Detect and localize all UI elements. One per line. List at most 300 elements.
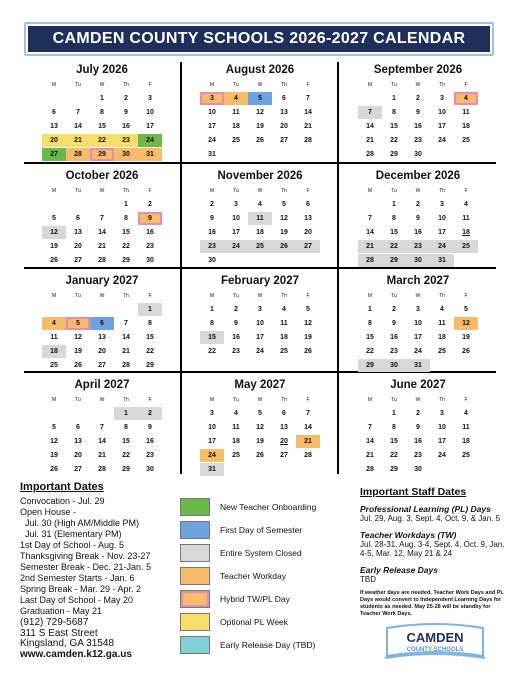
day-cell: 22 [390,137,398,144]
week-row [182,421,338,435]
weekday-label: F [306,293,310,299]
day-cell: 18 [232,123,240,130]
day-cell: 20 [280,438,288,445]
day-cell: 18 [232,438,240,445]
phone: (912) 729-5687 [20,617,89,628]
day-cell: 21 [304,123,312,130]
day-cell: 30 [114,148,138,161]
month-may-2027 [182,373,338,477]
day-cell: 26 [304,348,312,355]
weekday-label: W [415,188,421,194]
legend [180,497,316,658]
week-row [182,303,338,317]
important-date-line: Jul. 31 (Elementary PM) [20,529,122,539]
day-cell: 21 [358,240,382,253]
day-cell: 4 [454,92,478,105]
weekday-label: M [51,188,57,194]
weekday-label: Tu [391,293,397,299]
day-cell: 23 [414,137,422,144]
week-row [24,134,180,148]
day-cell: 31 [138,148,162,161]
day-cell: 21 [296,435,320,448]
day-cell: 12 [42,226,66,239]
legend-label: Optional PL Week [220,617,289,627]
weekday-label: F [306,397,310,403]
day-cell: 22 [122,243,130,250]
important-date-line: Graduation - May 21 [20,606,103,616]
day-cell: 5 [52,424,56,431]
day-cell: 15 [200,331,224,344]
day-cell: 17 [438,229,446,236]
day-cell: 14 [304,109,312,116]
weekday-label: W [99,82,105,88]
day-cell: 21 [366,137,374,144]
week-row [24,407,180,421]
day-cell: 10 [256,320,264,327]
pl-text: Jul. 29, Aug. 3, Sept. 4, Oct. 9, & Jan. 5 [360,514,501,523]
day-cell: 5 [306,306,310,313]
day-cell: 5 [282,201,286,208]
weekday-label: Tu [391,82,397,88]
day-cell: 24 [200,449,224,462]
week-row [182,254,338,268]
day-cell: 13 [280,109,288,116]
day-cell: 24 [208,137,216,144]
day-cell: 23 [200,240,224,253]
week-row [340,435,496,449]
day-cell: 12 [304,320,312,327]
day-cell: 20 [74,452,82,459]
day-cell: 16 [208,229,216,236]
day-cell: 20 [304,229,312,236]
month-title: August 2026 [225,64,295,76]
week-row [340,254,496,268]
weekday-label: F [148,188,152,194]
weekday-label: W [257,293,263,299]
day-cell: 17 [232,229,240,236]
weekday-label: M [209,397,215,403]
day-cell: 27 [280,452,288,459]
day-cell: 16 [390,334,398,341]
day-cell: 23 [390,348,398,355]
day-cell: 28 [304,452,312,459]
day-cell: 7 [100,215,104,222]
weekday-label: Th [123,293,129,299]
day-cell: 12 [280,215,288,222]
weekday-label: W [99,293,105,299]
weekday-header [340,82,496,92]
day-cell: 2 [416,201,420,208]
week-row [340,134,496,148]
day-cell: 1 [392,201,396,208]
important-date-line: Open House - [20,507,77,517]
day-cell: 22 [366,348,374,355]
day-cell: 22 [122,452,130,459]
day-cell: 29 [122,466,130,473]
day-cell: 10 [232,215,240,222]
weekday-label: Tu [233,82,239,88]
day-cell: 25 [232,137,240,144]
day-cell: 29 [90,148,114,161]
day-cell: 25 [454,240,478,253]
day-cell: 8 [124,215,128,222]
day-cell: 12 [454,317,478,330]
day-cell: 5 [248,92,272,105]
day-cell: 4 [224,92,248,105]
day-cell: 26 [272,240,296,253]
day-cell: 31 [208,151,216,158]
day-cell: 17 [438,123,446,130]
month-title: December 2026 [375,170,461,182]
day-cell: 22 [390,452,398,459]
weekday-label: F [464,82,468,88]
legend-label: Early Release Day (TBD) [220,640,316,650]
day-cell: 25 [232,452,240,459]
day-cell: 1 [100,95,104,102]
week-row [340,331,496,345]
day-cell: 29 [382,254,406,267]
logo-line-1: CAMDEN [406,630,464,645]
day-cell: 14 [122,334,130,341]
day-cell: 25 [280,348,288,355]
day-cell: 10 [208,109,216,116]
weekday-label: Th [439,397,445,403]
day-cell: 27 [98,362,106,369]
day-cell: 6 [76,424,80,431]
day-cell: 11 [50,334,58,341]
day-cell: 10 [438,215,446,222]
week-row [24,449,180,463]
weekday-label: Tu [233,293,239,299]
day-cell: 19 [50,243,58,250]
day-cell: 8 [148,320,152,327]
day-cell: 18 [462,123,470,130]
day-cell: 2 [148,201,152,208]
weekday-header [340,293,496,303]
day-cell: 3 [234,201,238,208]
important-date-line: Thanksgiving Break - Nov. 23-27 [20,551,151,561]
important-date-line: Last Day of School - May 20 [20,595,134,605]
day-cell: 8 [392,215,396,222]
weekday-label: Th [281,397,287,403]
day-cell: 26 [74,362,82,369]
day-cell: 9 [148,424,152,431]
day-cell: 23 [406,240,430,253]
week-row [24,359,180,373]
day-cell: 12 [256,109,264,116]
month-april-2027 [24,373,180,477]
day-cell: 7 [358,106,382,119]
weather-note: If weather days are needed, Teacher Work Days and PL Days would convert to Independent Learning Days for students as needed. May 25-28 will be standby for Teacher Work Days. [360,590,504,617]
day-cell: 25 [50,362,58,369]
weekday-label: Th [439,293,445,299]
day-cell: 13 [304,215,312,222]
day-cell: 27 [74,257,82,264]
day-cell: 10 [414,320,422,327]
week-row [182,407,338,421]
day-cell: 15 [122,438,130,445]
week-row [340,148,496,162]
week-row [340,421,496,435]
day-cell: 10 [208,424,216,431]
day-cell: 13 [74,229,82,236]
important-date-line: Spring Break - Mar. 29 - Apr. 2 [20,584,142,594]
week-row [182,449,338,463]
day-cell: 28 [304,137,312,144]
month-title: September 2026 [373,64,463,76]
month-title: April 2027 [74,379,130,391]
day-cell: 1 [368,306,372,313]
address-line-2: Kingsland, GA 31548 [20,638,114,650]
week-row [24,435,180,449]
week-row [340,240,496,254]
day-cell: 16 [122,123,130,130]
day-cell: 29 [122,257,130,264]
weekday-label: F [464,188,468,194]
day-cell: 14 [74,123,82,130]
day-cell: 15 [98,123,106,130]
weekday-label: Th [281,82,287,88]
day-cell: 2 [210,201,214,208]
weekday-label: M [209,293,215,299]
day-cell: 16 [146,438,154,445]
day-cell: 9 [416,424,420,431]
day-cell: 31 [200,463,224,476]
legend-swatch [180,590,210,608]
day-cell: 12 [50,438,58,445]
day-cell: 15 [366,334,374,341]
day-cell: 4 [234,410,238,417]
weekday-label: W [257,82,263,88]
day-cell: 15 [390,438,398,445]
weekday-label: Tu [233,188,239,194]
weekday-header [182,188,338,198]
weekday-label: Tu [233,397,239,403]
week-row [340,345,496,359]
day-cell: 9 [416,215,420,222]
important-date-line: Convocation - Jul. 29 [20,496,105,506]
day-cell: 2 [416,410,420,417]
book-logo-icon [383,622,487,664]
weekday-label: M [209,188,215,194]
month-title: March 2027 [386,275,450,287]
week-row [182,463,338,477]
day-cell: 21 [98,243,106,250]
weekday-label: Th [123,188,129,194]
weekday-label: Th [123,397,129,403]
er-heading: Early Release Days [360,564,438,575]
day-cell: 29 [390,466,398,473]
week-row [182,148,338,162]
month-november-2026 [182,164,338,268]
week-row [24,240,180,254]
week-row [24,254,180,268]
day-cell: 28 [366,151,374,158]
day-cell: 9 [234,320,238,327]
day-cell: 22 [208,348,216,355]
day-cell: 11 [232,424,240,431]
day-cell: 4 [464,201,468,208]
day-cell: 19 [50,452,58,459]
day-cell: 1 [114,407,138,420]
day-cell: 30 [414,466,422,473]
day-cell: 13 [74,438,82,445]
camden-logo [383,622,487,664]
day-cell: 23 [414,452,422,459]
day-cell: 24 [256,348,264,355]
day-cell: 10 [438,109,446,116]
day-cell: 1 [210,306,214,313]
day-cell: 30 [414,151,422,158]
day-cell: 16 [414,229,422,236]
contact-info [20,618,132,660]
day-cell: 8 [368,320,372,327]
weekday-header [24,397,180,407]
month-title: May 2027 [234,379,286,391]
legend-label: First Day of Semester [220,525,303,535]
calendar-grid [24,58,496,476]
week-row [24,303,180,317]
weekday-header [182,293,338,303]
day-cell: 2 [124,95,128,102]
week-row [24,317,180,331]
day-cell: 20 [42,134,66,147]
website-link[interactable]: www.camden.k12.ga.us [20,648,132,660]
day-cell: 8 [210,320,214,327]
day-cell: 28 [66,148,90,161]
month-title: November 2026 [217,170,303,182]
legend-item [180,497,316,517]
month-march-2027 [340,269,496,373]
month-august-2026 [182,58,338,162]
week-row [340,106,496,120]
day-cell: 31 [430,254,454,267]
week-row [340,212,496,226]
day-cell: 19 [74,348,82,355]
legend-swatch [180,636,210,654]
day-cell: 8 [392,109,396,116]
week-row [24,92,180,106]
day-cell: 16 [232,334,240,341]
day-cell: 21 [366,452,374,459]
day-cell: 4 [440,306,444,313]
weekday-label: Tu [75,188,81,194]
day-cell: 22 [382,240,406,253]
day-cell: 15 [390,229,398,236]
day-cell: 14 [366,438,374,445]
day-cell: 26 [256,452,264,459]
day-cell: 11 [462,424,470,431]
weekday-label: Tu [391,397,397,403]
day-cell: 27 [42,148,66,161]
day-cell: 6 [52,109,56,116]
day-cell: 11 [248,212,272,225]
week-row [24,198,180,212]
weekday-label: W [99,397,105,403]
day-cell: 17 [438,438,446,445]
legend-swatch [180,613,210,631]
day-cell: 24 [438,137,446,144]
weekday-label: W [415,82,421,88]
weekday-label: F [148,293,152,299]
day-cell: 24 [138,134,162,147]
week-row [182,317,338,331]
day-cell: 30 [382,359,406,372]
day-cell: 23 [146,243,154,250]
week-row [24,212,180,226]
day-cell: 24 [430,240,454,253]
weekday-label: F [306,82,310,88]
day-cell: 27 [296,240,320,253]
week-row [182,92,338,106]
pl-heading: Professional Learning (PL) Days [360,504,491,514]
day-cell: 11 [438,320,446,327]
day-cell: 1 [392,410,396,417]
day-cell: 7 [306,410,310,417]
day-cell: 23 [232,348,240,355]
day-cell: 18 [256,229,264,236]
week-row [340,92,496,106]
day-cell: 15 [390,123,398,130]
day-cell: 7 [124,320,128,327]
day-cell: 9 [392,320,396,327]
month-december-2026 [340,164,496,268]
day-cell: 4 [258,201,262,208]
day-cell: 29 [146,362,154,369]
day-cell: 25 [462,137,470,144]
weekday-label: F [306,188,310,194]
day-cell: 21 [66,134,90,147]
day-cell: 16 [146,229,154,236]
month-june-2027 [340,373,496,477]
weekday-label: Th [281,293,287,299]
weekday-label: Tu [75,293,81,299]
month-february-2027 [182,269,338,373]
legend-item [180,520,316,540]
day-cell: 20 [280,123,288,130]
legend-swatch [180,544,210,562]
day-cell: 4 [464,410,468,417]
day-cell: 5 [464,306,468,313]
day-cell: 28 [98,257,106,264]
tw-heading: Teacher Workdays (TW) [360,529,457,540]
legend-swatch [180,498,210,516]
day-cell: 18 [462,229,470,236]
day-cell: 9 [124,109,128,116]
legend-item [180,566,316,586]
day-cell: 18 [438,334,446,341]
day-cell: 7 [368,424,372,431]
day-cell: 28 [122,362,130,369]
legend-item [180,612,316,632]
day-cell: 8 [100,109,104,116]
day-cell: 22 [90,134,114,147]
day-cell: 28 [366,466,374,473]
month-september-2026 [340,58,496,162]
week-row [182,198,338,212]
weekday-label: Th [439,82,445,88]
weekday-label: M [51,82,57,88]
weekday-label: W [257,188,263,194]
day-cell: 29 [358,359,382,372]
day-cell: 17 [146,123,154,130]
day-cell: 29 [390,151,398,158]
day-cell: 6 [90,317,114,330]
weekday-label: Tu [75,82,81,88]
day-cell: 19 [256,438,264,445]
day-cell: 6 [282,95,286,102]
day-cell: 28 [98,466,106,473]
